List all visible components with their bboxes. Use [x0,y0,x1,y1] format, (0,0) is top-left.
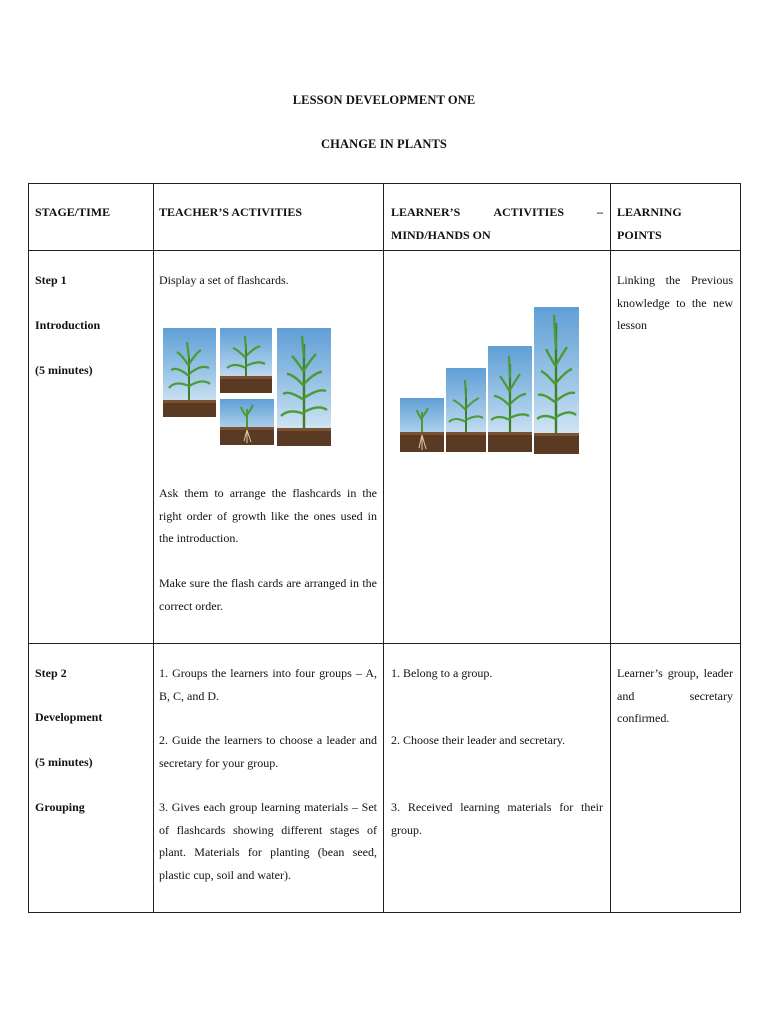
flashcard-plant-young [220,328,272,393]
step1-time: (5 minutes) [35,363,93,377]
header-learner-activities-line2: MIND/HANDS ON [391,228,491,242]
sequence-card-4-mature [534,307,579,454]
step2-name: Development [35,710,103,724]
step1-teacher-activity-1: Display a set of flashcards. [159,273,289,287]
step1-learning-points: Linking the Previous knowledge to the new lesson [617,273,733,332]
step2-learner-activity-1: 1. Belong to a group. [391,666,493,680]
step1-teacher-activity-3: Make sure the flash cards are arranged in the correct order. [159,576,377,613]
sequence-card-3-medium [488,346,532,452]
step2-teacher-activity-1: 1. Groups the learners into four groups – A, B, C, and D. [159,666,377,703]
step2-teacher-activity-2: 2. Guide the learners to choose a leader and secretary for your group. [159,733,377,770]
flashcard-plant-seedling [220,399,274,445]
header-learning-points-line2: POINTS [617,228,662,242]
step1-name: Introduction [35,318,101,332]
document-title: LESSON DEVELOPMENT ONE [292,93,476,107]
step2-label: Step 2 [35,666,67,680]
step1-teacher-activity-2: Ask them to arrange the flashcards in the right order of growth like the ones used in the introduction. [159,486,377,545]
header-teacher-activities: TEACHER’S ACTIVITIES [159,205,303,219]
step2-time: (5 minutes) [35,755,93,769]
step2-learner-activity-3: 3. Received learning materials for their group. [391,800,603,837]
sequence-card-1-seedling [400,398,444,452]
sequence-card-2-young [446,368,486,452]
header-learner-activities: LEARNER’S ACTIVITIES – [391,205,603,219]
header-learning-points: LEARNING [617,205,682,219]
document-subtitle: CHANGE IN PLANTS [321,137,447,151]
step2-activity-label: Grouping [35,800,85,814]
step1-label: Step 1 [35,273,67,287]
step2-learning-points: Learner’s group, leader and secretary confirmed. [617,666,733,725]
step2-teacher-activity-3: 3. Gives each group learning materials – Set of flashcards showing different stages of plant. Materials for planting (bean seed, plastic cup, soil and water). [159,800,377,882]
flashcard-plant-mature [277,328,331,446]
step2-learner-activity-2: 2. Choose their leader and secretary. [391,733,566,747]
header-stage-time: STAGE/TIME [35,205,111,219]
flashcard-plant-medium [163,328,216,417]
